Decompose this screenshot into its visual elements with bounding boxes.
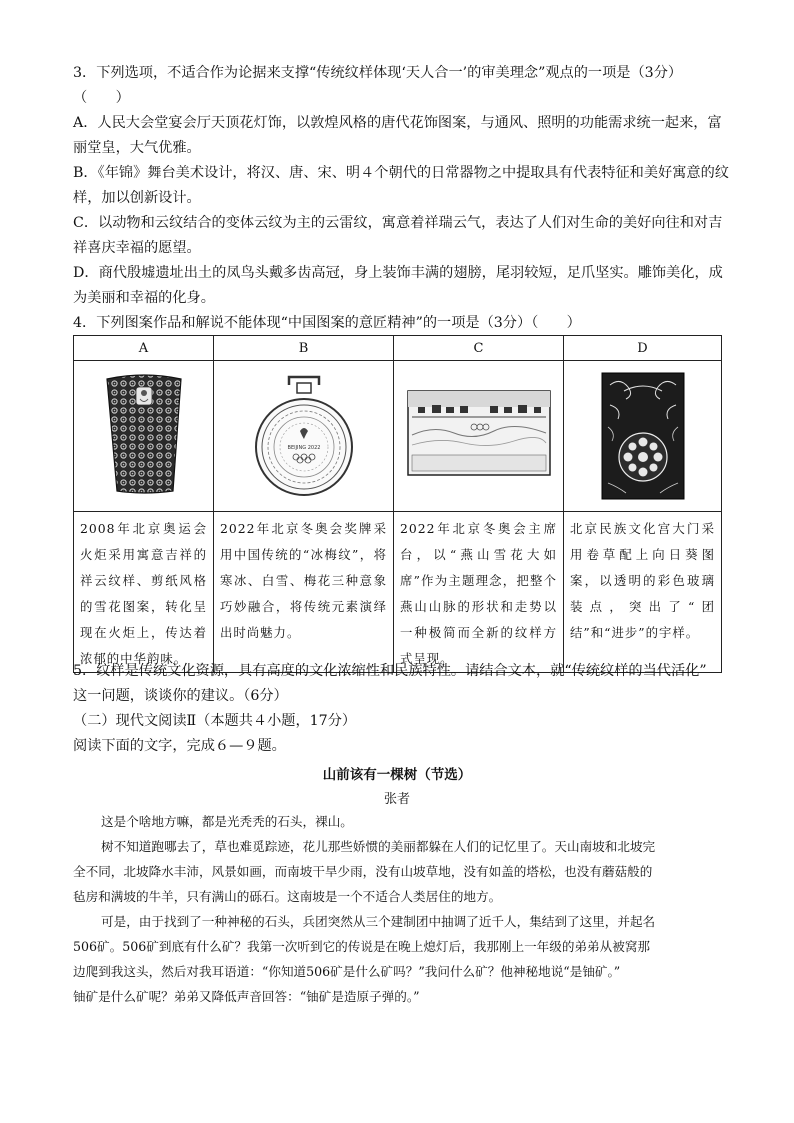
section-heading: （二）现代文阅读Ⅱ（本题共４小题，17分） (73, 713, 357, 729)
desc-d: 北京民族文化宫大门采用卷草配上向日葵图案，以透明的彩色玻璃装点，突出了“团结”和“进步”的宇样。 (564, 512, 722, 673)
desc-a: 2008年北京奥运会火炬采用寓意吉祥的祥云纹样、剪纸风格的雪花图案，转化呈现在火炬上，传达着浓郁的中华韵味。 (74, 512, 214, 673)
image-cell-b (214, 361, 394, 512)
article-author: 张者 (383, 792, 410, 807)
table-header-c: C (394, 336, 564, 361)
q4-stem: 4．下列图案作品和解说不能体现“中国图案的意匠精神”的一项是（3分）（ ） (73, 315, 581, 331)
article-title: 山前该有一棵树（节选） (322, 767, 472, 783)
medal-inscription: BEIJING 2022 (287, 445, 321, 451)
q5-line1: 5．纹样是传统文化资源，具有高度的文化浓缩性和民族特性。请结合文本，就“传统纹样的当代活化” (73, 663, 707, 679)
table-header-b: B (214, 336, 394, 361)
article-p2-line1: 树不知道跑哪去了，草也难觅踪迹，花儿那些娇惯的美丽都躲在人们的记忆里了。天山南坡和北坡完 (101, 839, 656, 854)
q3-option-b-line1: B．《年锦》舞台美术设计，将汉、唐、宋、明４个朝代的日常器物之中提取具有代表特征和美好寓意的纹 (73, 165, 729, 181)
winter-olympics-medal-image (214, 361, 394, 507)
q3-option-d-line2: 为美丽和幸福的化身。 (73, 290, 215, 306)
q3-option-b-line2: 样，加以创新设计。 (73, 190, 201, 206)
q3-option-d-line1: D．商代殷墟遗址出土的凤鸟头戴多齿高冠，身上装饰丰满的翅膀，尾羽较短，足爪坚实。雕饰美化，成 (73, 265, 723, 281)
article-p3-line1: 可是，由于找到了一种神秘的石头，兵团突然从三个建制团中抽调了近千人，集结到了这里，并起名 (101, 914, 656, 929)
q5-line2: 这一问题，谈谈你的建议。（6分） (73, 688, 288, 704)
article-p2-line2: 全不同，北坡降水丰沛，风景如画，而南坡干旱少雨，没有山坡草地，没有如盖的塔松，也没有蘑菇般的 (73, 864, 653, 879)
olympic-torch-image (74, 361, 214, 507)
q3-option-c-line1: C．以动物和云纹结合的变体云纹为主的云雷纹，寓意着祥瑞云气，表达了人们对生命的美好向往和对吉 (73, 215, 723, 231)
q4-pattern-table (73, 335, 722, 673)
palace-door-image (564, 361, 722, 507)
q3-option-a-line1: A．人民大会堂宴会厅天顶花灯饰，以敦煌风格的唐代花饰图案，与通风、照明的功能需求统一起来，富 (73, 115, 722, 131)
article-p3-line4: 铀矿是什么矿呢？弟弟又降低声音回答：“铀矿是造原子弹的。” (73, 989, 420, 1004)
table-header-d: D (564, 336, 722, 361)
section-instruction: 阅读下面的文字，完成６—９题。 (73, 738, 286, 754)
table-header-a: A (74, 336, 214, 361)
article-p3-line3: 边爬到我这头，然后对我耳语道：“你知道506矿是什么矿吗？”我问什么矿？他神秘地说“是铀矿。” (73, 964, 621, 979)
article-paragraph-1: 这是个啥地方嘛，都是光秃秃的石头，裸山。 (101, 814, 353, 829)
q3-stem-line1: 3．下列选项，不适合作为论据来支撑“传统纹样体现‘天人合一’的审美理念”观点的一项是（3分） (73, 65, 683, 81)
desc-c: 2022年北京冬奥会主席台，以“燕山雪花大如席”作为主题理念，把整个燕山山脉的形状和走势以一种极简而全新的纹样方式呈现。 (394, 512, 564, 673)
article-p3-line2: 506矿。506矿到底有什么矿？我第一次听到它的传说是在晚上熄灯后，我那刚上一年级的弟弟从被窝那 (73, 939, 651, 954)
article-p2-line3: 毡房和满坡的牛羊，只有满山的砾石。这南坡是一个不适合人类居住的地方。 (73, 889, 502, 904)
podium-stage-image (394, 361, 564, 507)
image-cell-a (74, 361, 214, 512)
image-cell-d (564, 361, 722, 512)
image-cell-c (394, 361, 564, 512)
q3-option-c-line2: 祥喜庆幸福的愿望。 (73, 240, 201, 256)
q3-option-a-line2: 丽堂皇，大气优雅。 (73, 140, 201, 156)
desc-b: 2022年北京冬奥会奖牌采用中国传统的“冰梅纹”，将寒冰、白雪、梅花三种意象巧妙融合，将传统元素演绎出时尚魅力。 (214, 512, 394, 673)
q3-stem-line2: （ ） (73, 90, 130, 106)
